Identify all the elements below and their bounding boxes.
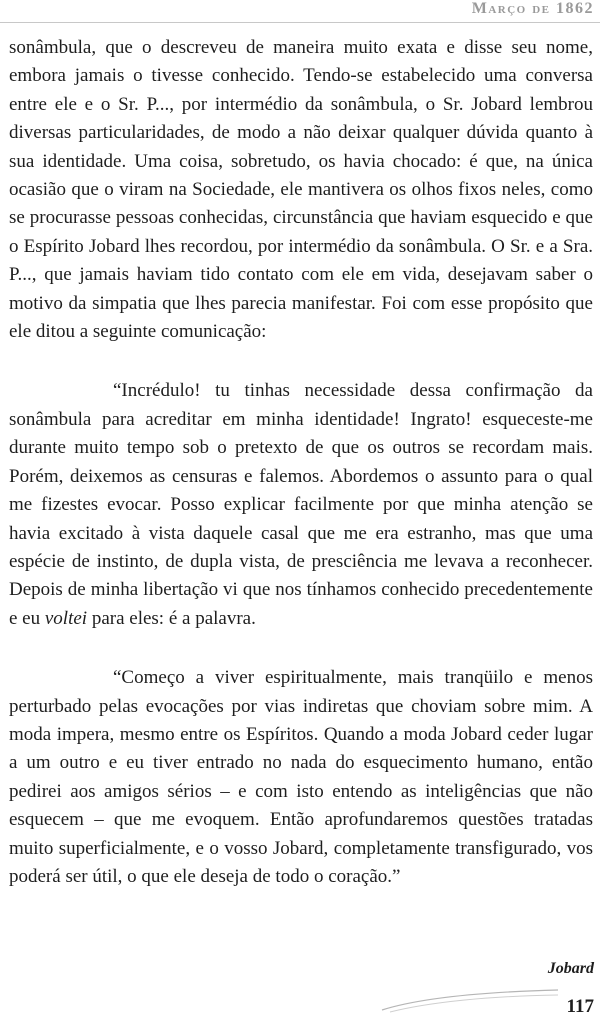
running-head: Março de 1862 xyxy=(471,0,594,17)
swoosh-ornament-icon xyxy=(380,984,560,1014)
paragraph-3: “Começo a viver espiritualmente, mais tranqüilo e menos perturbado pelas evocações por vias indiretas que choviam sobre mim. A moda impera, mesmo entre os Espíritos. Quando a moda Jobard ceder lugar a um outro e eu tiver entrado no nada do esquecimento humano, então pedirei aos amigos sérios – e com isto entendo as inteligências que não esquecem – que me evoquem. Então aprofundaremos questões tratadas muito superficialmente, e o vosso Jobard, completamente transfigurado, vos poderá ser útil, o que ele deseja de todo o coração.” xyxy=(9,667,593,887)
signature: Jobard xyxy=(547,960,594,977)
paragraph-2-italic: voltei xyxy=(44,607,88,629)
paragraph-1: sonâmbula, que o descreveu de maneira muito exata e disse seu nome, embora jamais o tivesse conhecido. Tendo-se estabelecido uma conversa entre ele e o Sr. P..., por intermédio da sonâmbula, o Sr. Jobard lembrou diversas particularidades, de modo a não deixar qualquer dúvida quanto à sua identidade. Uma coisa, sobretudo, os havia chocado: é que, na única ocasião que o viram na Sociedade, ele mantivera os olhos fixos neles, como se procurasse pessoas conhecidas, circunstância que haviam esquecido e que o Espírito Jobard lhes recordou, por intermédio da sonâmbula. O Sr. e a Sra. P..., que jamais haviam tido contato com ele em vida, desejavam saber o motivo da simpatia que lhes parecia manifestar. Foi com esse propósito que ele ditou a seguinte comunicação: xyxy=(9,37,593,343)
paragraph-2-text: “Incrédulo! tu tinhas necessidade dessa confirmação da sonâmbula para acreditar em minha identidade! Ingrato! esqueceste-me durante muito tempo sob o pretexto de que os outros se recordam mais. Porém, deixemos as censuras e falemos. Abordemos o assunto para o qual me fizestes evocar. Posso explicar facilmente por que minha atenção se havia excitado à vista daquele casal que me era estranho, mas que uma espécie de instinto, de dupla vista, de presciência me levava a reconhecer. Depois de minha libertação vi que nos tínhamos conhecido precedentemente e eu xyxy=(9,380,593,629)
paragraph-2 xyxy=(9,377,593,633)
header-rule xyxy=(0,22,600,23)
page-body xyxy=(9,34,593,891)
paragraph-2-text-end: para eles: é a palavra. xyxy=(87,607,256,629)
page-number: 117 xyxy=(566,996,594,1017)
